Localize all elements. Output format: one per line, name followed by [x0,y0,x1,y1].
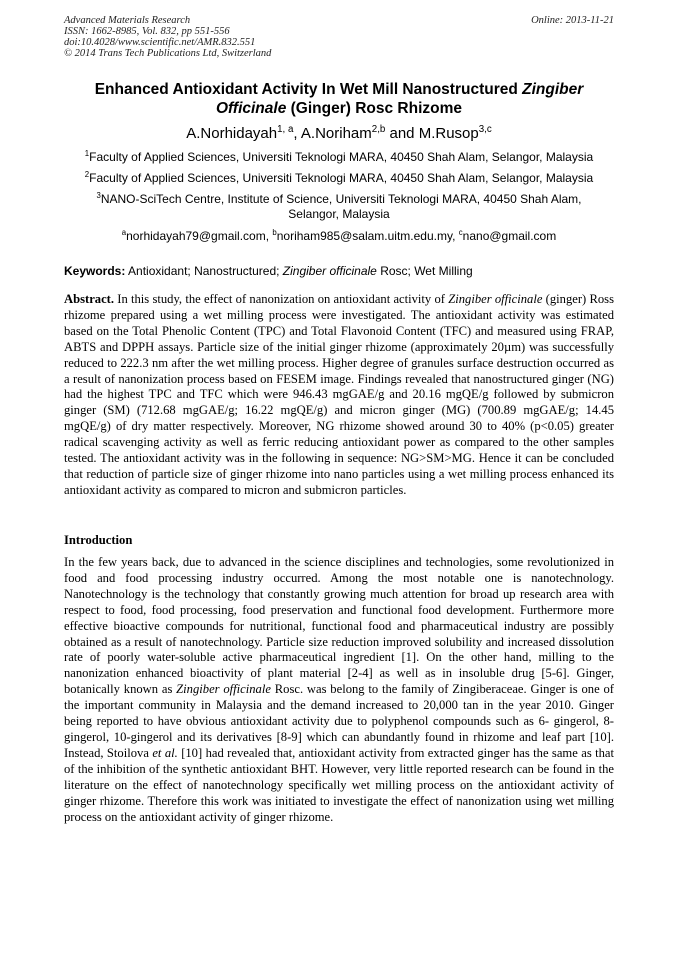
authors [0,125,678,142]
section-heading: Introduction [64,533,133,547]
author: M.Rusop$^{3,c}$ [418,124,492,142]
email-link[interactable]: $^c$nano@gmail.com [458,228,557,243]
title-text: (Ginger) Rosc Rhizome [286,100,463,117]
journal-header [64,15,614,59]
journal-name: Advanced Materials Research [64,15,191,26]
affiliation: $^1$Faculty of Applied Sciences, Universiti Teknologi MARA, 40450 Shah Alam, Selangor, Malaysia [84,149,594,164]
author: A.Noriham$^{2,b}$ and [300,124,419,142]
abstract: Abstract. In this study, the effect of nanonization on antioxidant activity of Zingiber officinale (ginger) Ross rhizome prepared using a wet milling process were investigated. The antioxidant activity was estimated based on the Total Phenolic Content (TPC) and Total Flavonoid Content (TFC) and measured using FRAP, ABTS and DPPH assays. Particle size of the initial ginger rhizome (approximately 20µm) was successfully reduced to 222.3 nm after the wet milling process. Higher degree of granules surface destruction occurred as a result of nanonization process based on FESEM image. Findings revealed that nanostructured ginger (NG) had the highest TPC and TFC which were 946.43 mgGAE/g and 20.16 mgQE/g followed by submicron ginger (SM) (712.68 mgGAE/g; 16.22 mgQE/g) and micron ginger (MG) (700.89 mgGAE/g; 14.45 mgQE/g) of dry matter respectively. Moreover, NG rhizome showed around 30 to 40% (p<0.05) greater radical scavenging activity as well as ferric reducing antioxidant power as compared to the other samples tested. The antioxidant activity was in the following in sequence: NG>SM>MG. Hence it can be concluded that reduction of particle size of ginger rhizome into nano particles using a wet milling process enhanced its antioxidant activity as compared to micron and submicron particles. [64,292,614,497]
abstract-label: Abstract. [64,292,115,306]
title-italic: Zingiber Officinale [215,81,584,117]
affiliation: $^2$Faculty of Applied Sciences, Universiti Teknologi MARA, 40450 Shah Alam, Selangor, Malaysia [84,170,594,185]
issn: ISSN: 1662-8985, Vol. 832, pp 551-556 [64,26,230,37]
keywords-label: Keywords: [64,264,126,278]
title-text: Enhanced Antioxidant Activity In Wet Mill Nanostructured [94,81,523,98]
affiliation: $^3$NANO-SciTech Centre, Institute of Science, Universiti Teknologi MARA, 40450 Shah Alam, Selangor, Malaysia [96,191,582,221]
doi: doi:10.4028/www.scientific.net/AMR.832.551 [64,37,256,48]
copyright: © 2014 Trans Tech Publications Ltd, Switzerland [64,48,272,59]
introduction-paragraph: In the few years back, due to advanced in the science disciplines and technologies, some revolutionized in food and food processing industry occurred. Among the most notable one is nanotechnology. Nanotechnology is the technology that constantly growing much attention for broad up research area with respect to food, food processing, food preservation and functional food development. Furthermore more effective bioactive compounds for nutritional, functional food and pharmaceutical industry are possibly obtained as a result of nanotechnology. Particle size reduction improved solubility and increased dissolution rate of poorly water-soluble active pharmaceutical ingredient [1]. On the other hand, milling to the nanonization enhanced bioactivity of plant material [2-4] as well as in insoluble drug [5-6]. Ginger, botanically known as Zingiber officinale Rosc. was belong to the family of Zingiberaceae. Ginger is one of the important community in Malaysia and the demand increased to 20,000 tan in the year 2010. Ginger being reported to have obvious antioxidant activity due to polyphenol compounds such as 6- gingerol, 8-gingerol, 10-gingerol and its derivatives [8-9] which can abundantly found in rhizome and leaf part [10]. Instead, Stoilova et al. [10] had revealed that, antioxidant activity from extracted ginger has the same as that of the inhibition of the synthetic antioxidant BHT. However, very little reported research can be found in the literature on the effect of nanotechnology specifically wet milling process on the antioxidant activity of ginger rhizome. Therefore this work was initiated to investigate the effect of nanonization using wet milling process on the antioxidant activity of ginger rhizome. [64,555,615,824]
author: A.Norhidayah$^{1, a}$, [186,124,301,142]
keywords: Keywords: Antioxidant; Nanostructured; Zingiber officinale Rosc; Wet Milling [64,264,473,278]
email-link[interactable]: $^b$noriham985@salam.uitm.edu.my, [272,228,459,243]
email-link[interactable]: $^a$norhidayah79@gmail.com, [121,228,273,243]
paper-title [70,80,608,118]
emails [60,229,618,244]
online-date: Online: 2013-11-21 [531,15,614,26]
